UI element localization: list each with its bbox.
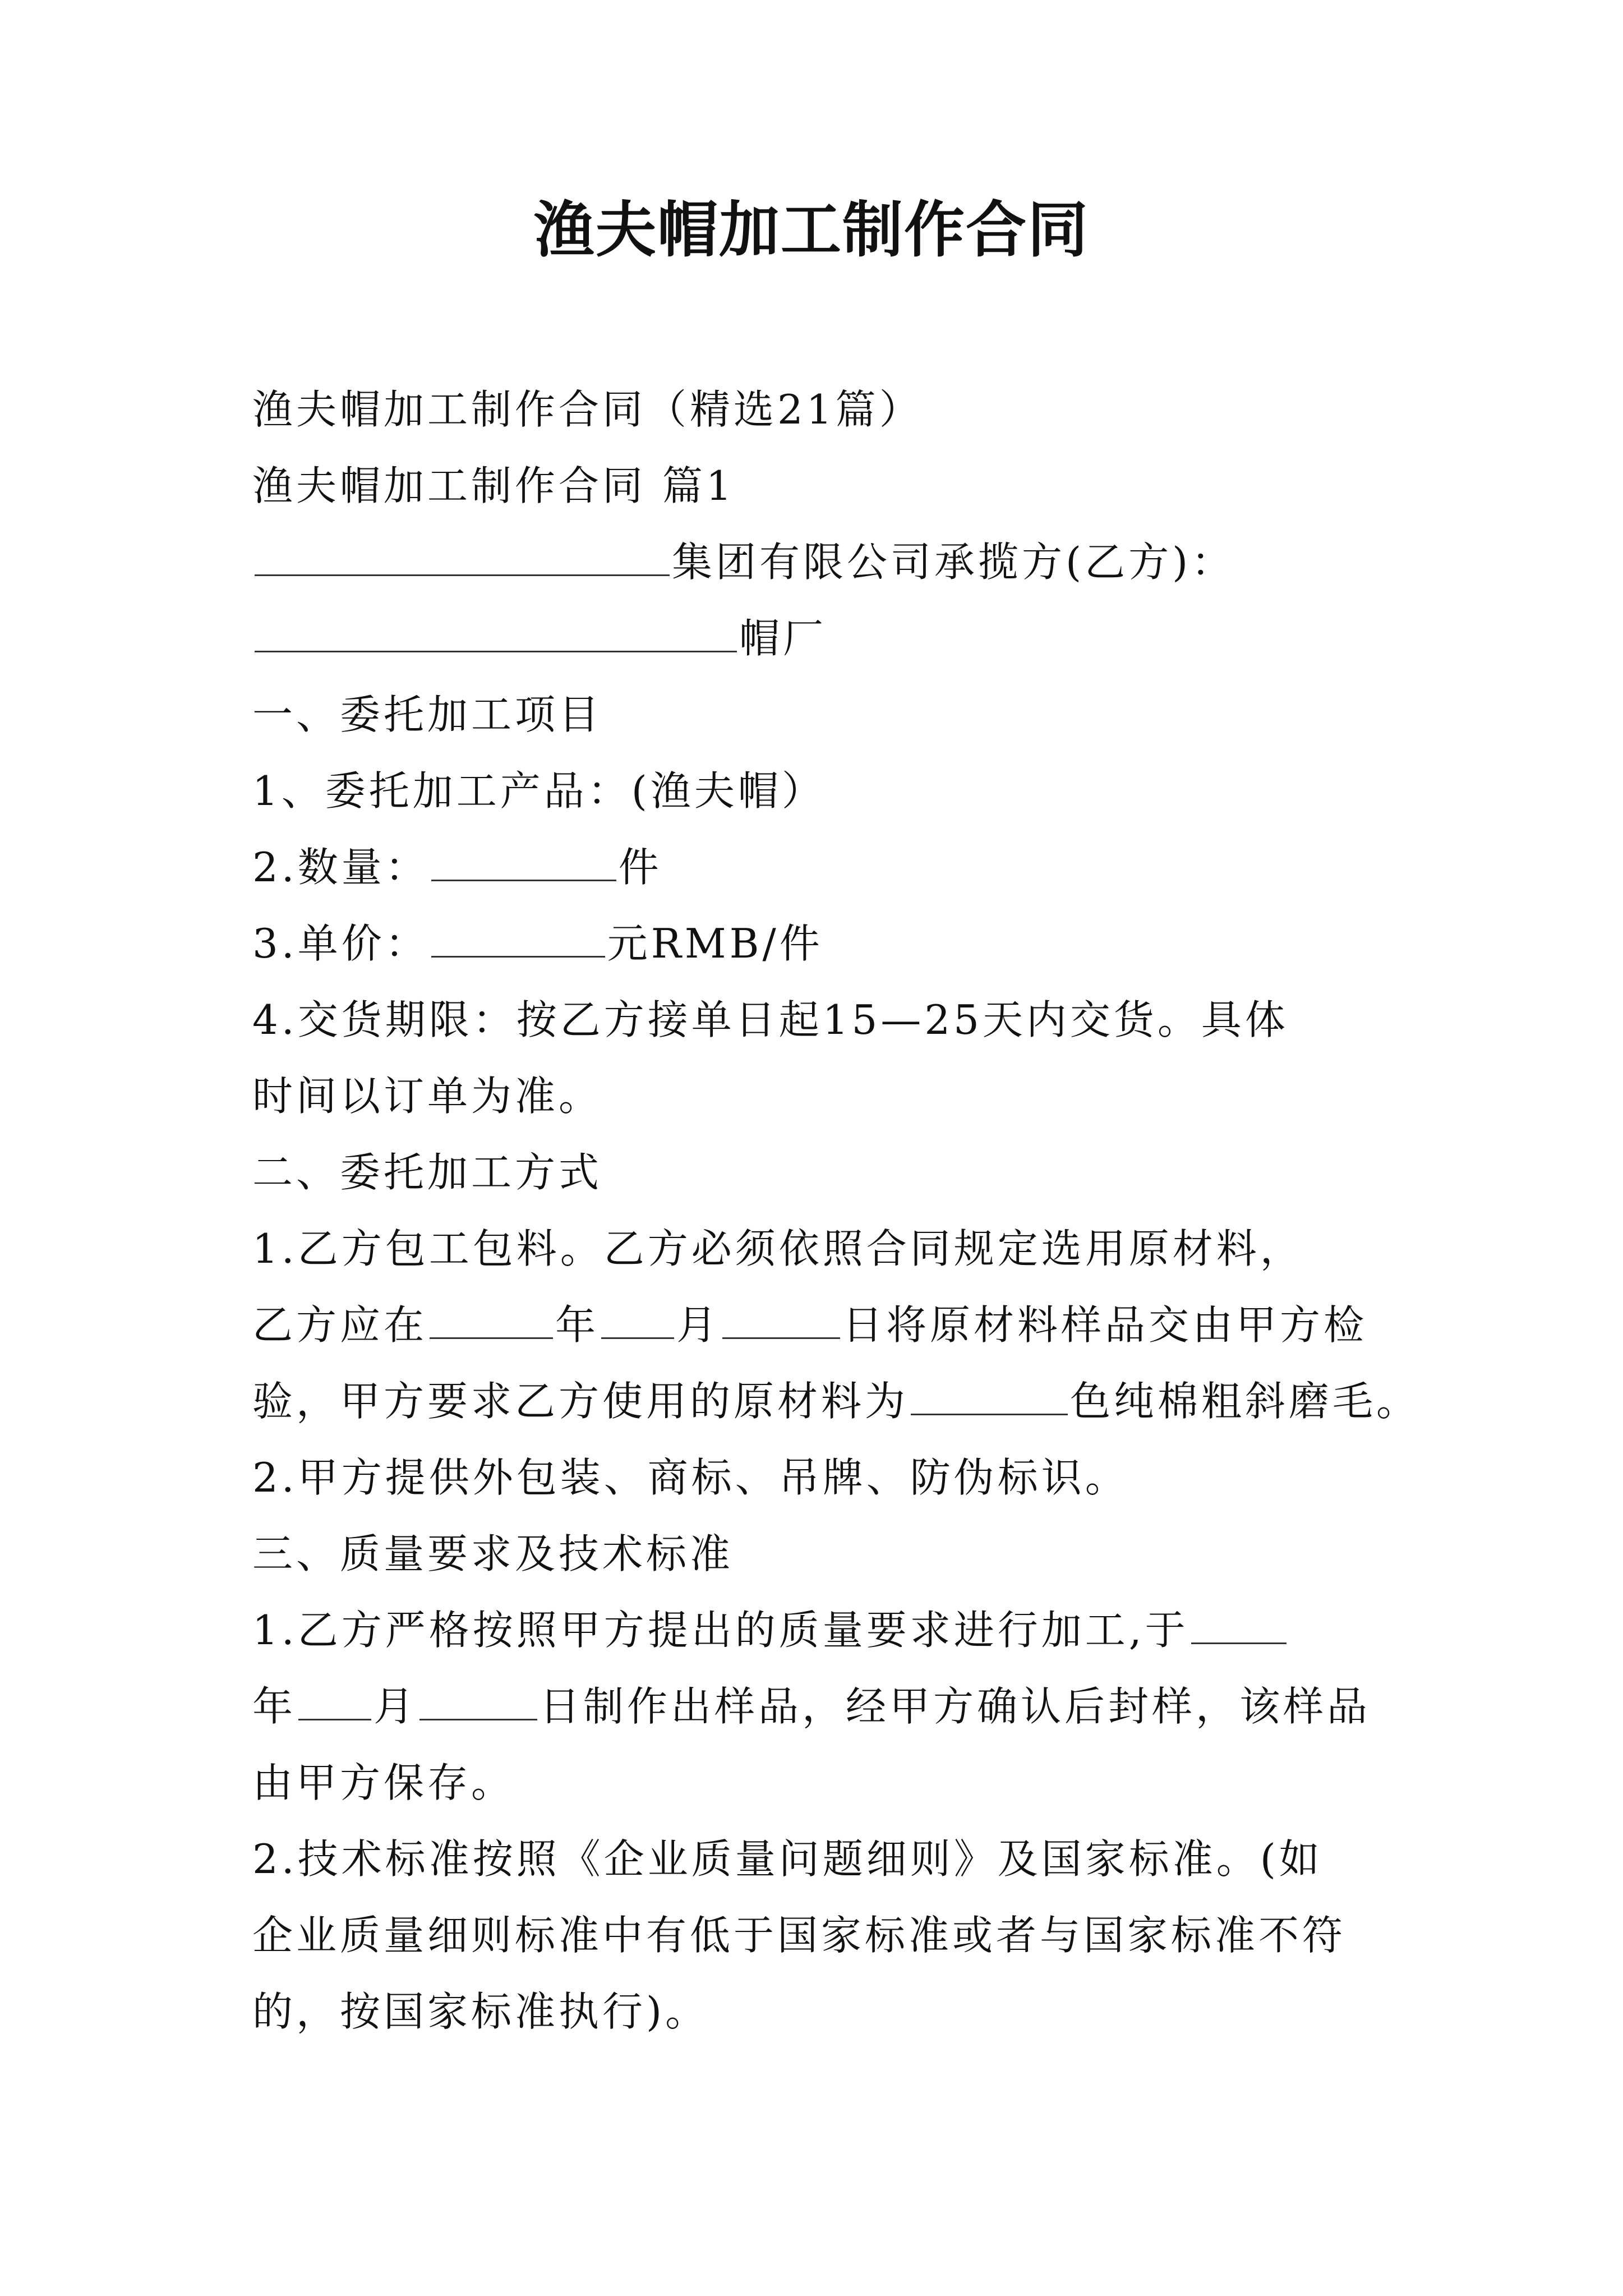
section-heading-1-text: 一、委托加工项目 (252, 691, 603, 738)
s2-item1-line1 (252, 1211, 1408, 1287)
s3-item1-text-1: 1.乙方严格按照甲方提出的质量要求进行加工,于 (252, 1607, 1189, 1654)
s3-item2-line2 (252, 1897, 1408, 1973)
s2-item1-text-1: 1.乙方包工包料。乙方必须依照合同规定选用原材料， (252, 1225, 1304, 1272)
s3-item2-text-3: 的，按国家标准执行)。 (252, 1988, 709, 2035)
day-blank (722, 1304, 840, 1339)
party-a-blank (255, 541, 670, 576)
sample-year-blank (1191, 1609, 1287, 1644)
s2-item1-text-3b: 色纯棉粗斜磨毛。 (1070, 1378, 1421, 1425)
party-a-line (252, 524, 1408, 600)
unit-price-blank (431, 922, 605, 958)
s2-item2-text: 2.甲方提供外包装、商标、吊牌、防伪标识。 (252, 1454, 1129, 1501)
s2-item1-line3 (252, 1363, 1421, 1439)
subtitle-line (252, 371, 1408, 448)
s3-item1-line3 (252, 1745, 1408, 1821)
s3-item1-text-2a: 年 (252, 1683, 297, 1730)
section-heading-1 (252, 677, 1408, 753)
section-heading-3 (252, 1516, 1408, 1592)
s3-item1-text-2c: 日制作出样品，经甲方确认后封样，该样品 (540, 1683, 1371, 1730)
s3-item1-line2 (252, 1668, 1408, 1745)
item-quantity (252, 829, 1408, 905)
s2-item1-text-2d: 日将原材料样品交由甲方检 (842, 1301, 1368, 1349)
item-unit-price (252, 905, 1408, 982)
item-quantity-unit: 件 (618, 844, 662, 891)
quantity-blank (431, 846, 616, 881)
sample-day-blank (419, 1685, 537, 1720)
item-quantity-label: 2.数量： (252, 844, 429, 891)
s3-item1-text-3: 由甲方保存。 (252, 1759, 515, 1806)
s3-item2-text-1: 2.技术标准按照《企业质量问题细则》及国家标准。(如 (252, 1835, 1323, 1883)
s3-item2-text-2: 企业质量细则标准中有低于国家标准或者与国家标准不符 (252, 1912, 1347, 1959)
party-a-text: 集团有限公司承揽方(乙方)： (672, 539, 1235, 586)
s2-item1-text-2c: 月 (676, 1301, 721, 1349)
party-b-blank (255, 617, 737, 652)
color-blank (911, 1380, 1068, 1415)
part-heading (252, 448, 1408, 524)
month-blank (601, 1304, 674, 1339)
item-delivery-line2 (252, 1058, 1408, 1134)
section-heading-2-text: 二、委托加工方式 (252, 1149, 603, 1196)
s2-item1-text-3a: 验，甲方要求乙方使用的原材料为 (252, 1378, 909, 1425)
s2-item1-text-2a: 乙方应在 (252, 1301, 428, 1349)
item-unit-price-label: 3.单价： (252, 920, 429, 967)
s3-item2-line1 (252, 1821, 1408, 1897)
s3-item1-line1 (252, 1592, 1408, 1668)
section-heading-2 (252, 1134, 1408, 1211)
subtitle-text: 渔夫帽加工制作合同（精选21篇） (252, 386, 923, 433)
party-b-line (252, 600, 1408, 677)
section-heading-3-text: 三、质量要求及技术标准 (252, 1530, 734, 1577)
item-delivery-text-2: 时间以订单为准。 (252, 1073, 603, 1120)
item-product-text: 1、委托加工产品：(渔夫帽） (252, 767, 826, 815)
party-b-text: 帽厂 (739, 615, 827, 662)
document-title: 渔夫帽加工制作合同 (533, 195, 1089, 265)
s2-item2 (252, 1439, 1408, 1516)
item-product (252, 753, 1408, 829)
s3-item1-text-2b: 月 (374, 1683, 418, 1730)
part-heading-text: 渔夫帽加工制作合同 篇1 (252, 462, 735, 509)
s2-item1-text-2b: 年 (555, 1301, 600, 1349)
sample-month-blank (298, 1685, 371, 1720)
item-unit-price-unit: 元RMB/件 (607, 920, 823, 967)
year-blank (430, 1304, 553, 1339)
s2-item1-line2 (252, 1287, 1408, 1363)
s3-item2-line3 (252, 1973, 1408, 2050)
item-delivery-line1 (252, 982, 1408, 1058)
item-delivery-text-1: 4.交货期限：按乙方接单日起15—25天内交货。具体 (252, 996, 1289, 1043)
